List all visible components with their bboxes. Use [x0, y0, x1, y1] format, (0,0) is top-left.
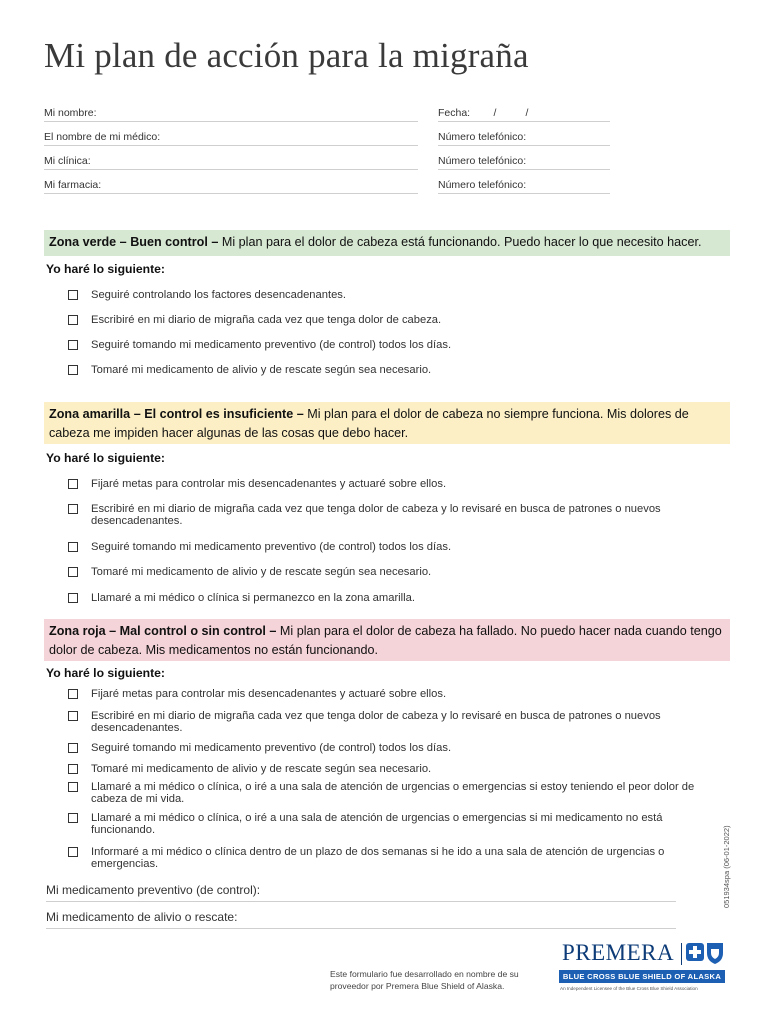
clinic-phone-label: Número telefónico: — [438, 155, 527, 167]
red-item[interactable]: Escribiré en mi diario de migraña cada vez que tenga dolor de cabeza y lo revisaré en busca de patrones o nuevos desencadenantes. — [68, 711, 728, 734]
date-field[interactable] — [438, 104, 610, 122]
doctor-field[interactable] — [44, 128, 418, 146]
red-item[interactable]: Seguiré tomando mi medicamento preventivo (de control) todos los días. — [68, 743, 728, 755]
yellow-zone-heading: Zona amarilla – El control es insuficiente – — [49, 407, 304, 421]
logo-divider — [681, 943, 682, 965]
preventive-medication-label: Mi medicamento preventivo (de control): — [46, 883, 261, 897]
licensee-text: An Independent Licensee of the Blue Cross Blue Shield Association — [560, 986, 698, 991]
checkbox[interactable] — [68, 782, 78, 792]
checkbox[interactable] — [68, 365, 78, 375]
checkbox[interactable] — [68, 711, 78, 721]
form-code: 051934spa (06-01-2022) — [722, 825, 731, 908]
pharmacy-field[interactable] — [44, 176, 418, 194]
checkbox[interactable] — [68, 315, 78, 325]
doctor-phone-label: Número telefónico: — [438, 131, 527, 143]
pharmacy-label: Mi farmacia: — [44, 179, 102, 191]
checkbox[interactable] — [68, 764, 78, 774]
clinic-label: Mi clínica: — [44, 155, 91, 167]
checkbox[interactable] — [68, 689, 78, 699]
yellow-zone-text: Mi plan para el dolor de cabeza no siempre funciona. Mis dolores de cabeza me impiden hacer algunas de las cosas que debo hacer. — [49, 407, 689, 440]
yellow-item[interactable]: Fijaré metas para controlar mis desencadenantes y actuaré sobre ellos. — [68, 479, 728, 491]
green-item[interactable]: Escribiré en mi diario de migraña cada vez que tenga dolor de cabeza. — [68, 315, 728, 327]
clinic-phone-field[interactable] — [438, 152, 610, 170]
green-item[interactable]: Tomaré mi medicamento de alivio y de rescate según sea necesario. — [68, 365, 728, 377]
date-label: Fecha: / / — [438, 107, 529, 119]
red-item[interactable]: Llamaré a mi médico o clínica, o iré a una sala de atención de urgencias o emergencias si estoy teniendo el peor dolor de cabeza de mi vida. — [68, 782, 728, 805]
checkbox[interactable] — [68, 813, 78, 823]
rescue-medication-field[interactable] — [46, 908, 676, 929]
checkbox[interactable] — [68, 593, 78, 603]
page-title: Mi plan de acción para la migraña — [44, 36, 529, 75]
red-zone-banner — [44, 619, 730, 661]
green-zone-text: Mi plan para el dolor de cabeza está funcionando. Puedo hacer lo que necesito hacer. — [218, 235, 702, 249]
checkbox[interactable] — [68, 479, 78, 489]
red-zone-heading: Zona roja – Mal control o sin control – — [49, 624, 277, 638]
red-item[interactable]: Informaré a mi médico o clínica dentro de un plazo de dos semanas si he ido a una sala de atención de urgencias o emergencias. — [68, 847, 728, 870]
green-item[interactable]: Seguiré tomando mi medicamento preventivo (de control) todos los días. — [68, 340, 728, 352]
red-item[interactable]: Tomaré mi medicamento de alivio y de rescate según sea necesario. — [68, 764, 728, 776]
red-will-heading: Yo haré lo siguiente: — [46, 666, 165, 680]
red-item[interactable]: Llamaré a mi médico o clínica, o iré a una sala de atención de urgencias o emergencias si mi medicamento no está funcionando. — [68, 813, 728, 836]
red-item[interactable]: Fijaré metas para controlar mis desencadenantes y actuaré sobre ellos. — [68, 689, 728, 701]
pharmacy-phone-label: Número telefónico: — [438, 179, 527, 191]
yellow-item[interactable]: Seguiré tomando mi medicamento preventivo (de control) todos los días. — [68, 542, 728, 554]
yellow-item[interactable]: Llamaré a mi médico o clínica si permanezco en la zona amarilla. — [68, 593, 728, 605]
footnote: Este formulario fue desarrollado en nombre de su proveedor por Premera Blue Shield of Alaska. — [330, 969, 519, 991]
green-zone-banner — [44, 230, 730, 256]
checkbox[interactable] — [68, 290, 78, 300]
checkbox[interactable] — [68, 743, 78, 753]
yellow-zone-banner — [44, 402, 730, 444]
yellow-item[interactable]: Escribiré en mi diario de migraña cada vez que tenga dolor de cabeza y lo revisaré en busca de patrones o nuevos desencadenantes. — [68, 504, 728, 527]
red-zone-text: Mi plan para el dolor de cabeza ha fallado. No puedo hacer nada cuando tengo dolor de cabeza. Mis medicamentos no están funcionando. — [49, 624, 722, 657]
name-field[interactable] — [44, 104, 418, 122]
yellow-will-heading: Yo haré lo siguiente: — [46, 451, 165, 465]
blue-cross-shield-logo-icon — [685, 941, 725, 965]
premera-logo-text: PREMERA — [562, 940, 675, 965]
doctor-label: El nombre de mi médico: — [44, 131, 161, 143]
checkbox[interactable] — [68, 340, 78, 350]
rescue-medication-label: Mi medicamento de alivio o rescate: — [46, 910, 238, 924]
preventive-medication-field[interactable] — [46, 881, 676, 902]
checkbox[interactable] — [68, 567, 78, 577]
pharmacy-phone-field[interactable] — [438, 176, 610, 194]
checkbox[interactable] — [68, 542, 78, 552]
green-will-heading: Yo haré lo siguiente: — [46, 262, 165, 276]
checkbox[interactable] — [68, 504, 78, 514]
green-zone-heading: Zona verde – Buen control – — [49, 235, 219, 249]
doctor-phone-field[interactable] — [438, 128, 610, 146]
bcbs-alaska-bar: BLUE CROSS BLUE SHIELD OF ALASKA — [559, 970, 725, 983]
name-label: Mi nombre: — [44, 107, 97, 119]
yellow-item[interactable]: Tomaré mi medicamento de alivio y de rescate según sea necesario. — [68, 567, 728, 579]
green-item[interactable]: Seguiré controlando los factores desencadenantes. — [68, 290, 728, 302]
clinic-field[interactable] — [44, 152, 418, 170]
checkbox[interactable] — [68, 847, 78, 857]
